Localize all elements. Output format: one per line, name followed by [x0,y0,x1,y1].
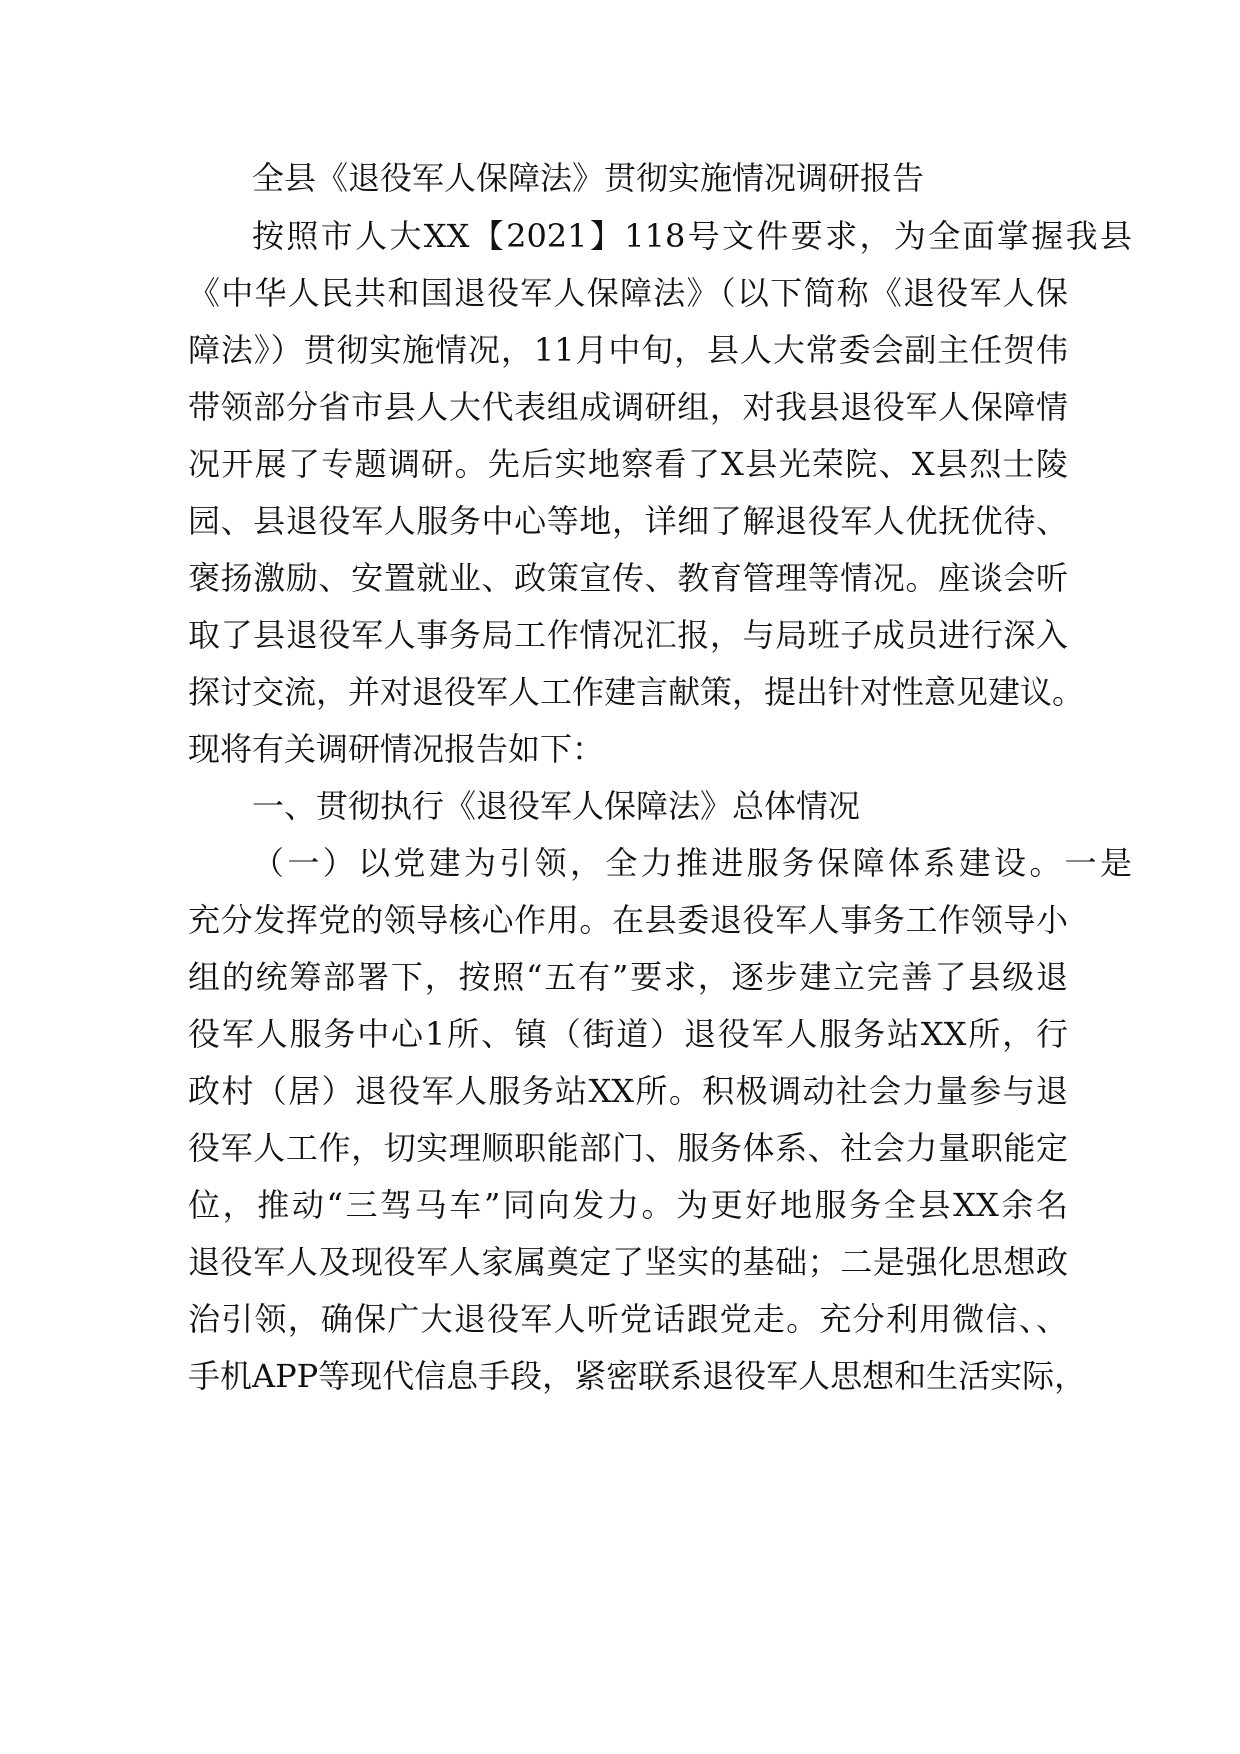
paragraph-line: 障法》）贯彻实施情况，11月中旬，县人大常委会副主任贺伟 [188,331,1068,369]
paragraph-line: 现将有关调研情况报告如下： [188,730,605,768]
paragraph-line: 位，推动“三驾马车”同向发力。为更好地服务全县XX余名 [188,1186,1068,1224]
paragraph-line: 况开展了专题调研。先后实地察看了X县光荣院、X县烈士陵 [188,445,1068,483]
paragraph-line: 取了县退役军人事务局工作情况汇报，与局班子成员进行深入 [188,616,1068,654]
paragraph-line: 褒扬激励、安置就业、政策宣传、教育管理等情况。座谈会听 [188,559,1068,597]
document-title: 全县《退役军人保障法》贯彻实施情况调研报告 [252,159,925,197]
paragraph-line: 治引领，确保广大退役军人听党话跟党走。充分利用微信、、 [188,1300,1068,1338]
paragraph-line: 役军人工作，切实理顺职能部门、服务体系、社会力量职能定 [188,1129,1068,1167]
paragraph-line: 《中华人民共和国退役军人保障法》（以下简称《退役军人保 [188,274,1068,312]
paragraph-line: 政村（居）退役军人服务站XX所。积极调动社会力量参与退 [188,1072,1068,1110]
paragraph-line: 带领部分省市县人大代表组成调研组，对我县退役军人保障情 [188,388,1068,426]
paragraph-line: 按照市人大XX【2021】118号文件要求，为全面掌握我县 [252,217,1132,255]
paragraph-line: 退役军人及现役军人家属奠定了坚实的基础；二是强化思想政 [188,1243,1068,1281]
paragraph-line: 充分发挥党的领导核心作用。在县委退役军人事务工作领导小 [188,901,1068,939]
section-heading: 一、贯彻执行《退役军人保障法》总体情况 [252,787,861,825]
paragraph-line: 手机APP等现代信息手段，紧密联系退役军人思想和生活实际， [188,1357,1087,1395]
paragraph-line: 探讨交流，并对退役军人工作建言献策，提出针对性意见建议。 [188,673,1085,711]
paragraph-line: （一）以党建为引领，全力推进服务保障体系建设。一是 [252,844,1132,882]
paragraph-line: 园、县退役军人服务中心等地，详细了解退役军人优抚优待、 [188,502,1068,540]
paragraph-line: 组的统筹部署下，按照“五有”要求，逐步建立完善了县级退 [188,958,1068,996]
paragraph-line: 役军人服务中心1所、镇（街道）退役军人服务站XX所，行 [188,1015,1068,1053]
